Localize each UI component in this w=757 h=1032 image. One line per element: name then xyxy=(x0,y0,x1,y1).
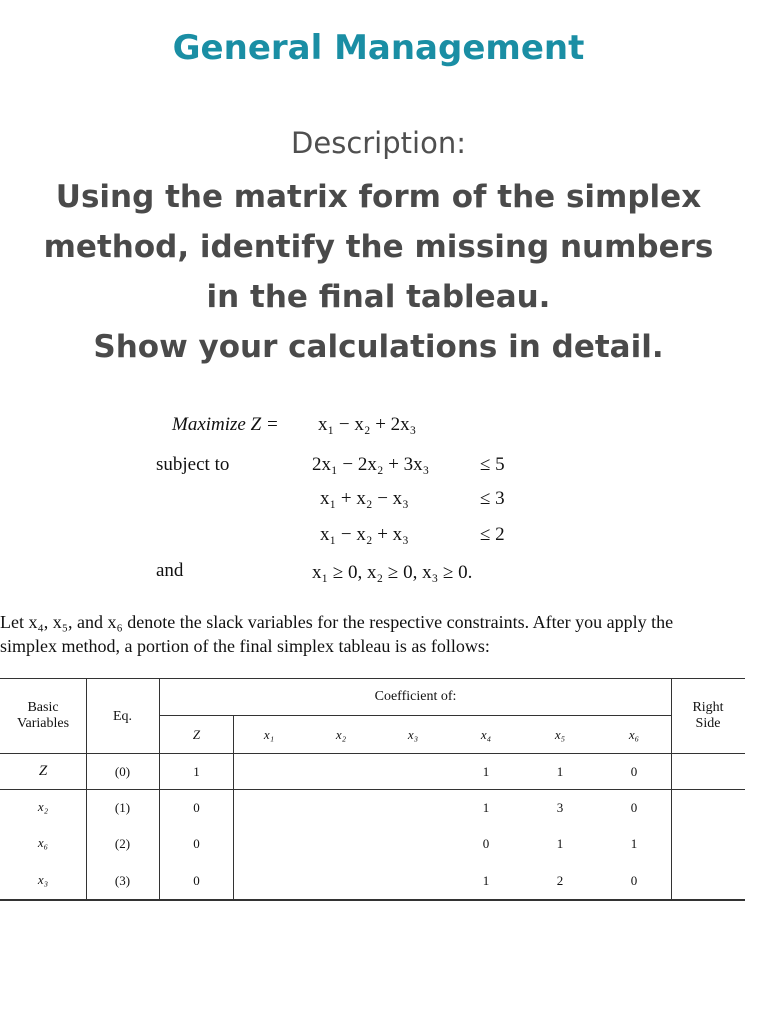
header-line: Right xyxy=(692,700,724,715)
cell-z: 1 xyxy=(193,764,200,779)
basic-variables-header xyxy=(0,700,86,732)
z-row-rule xyxy=(0,789,745,790)
cell-x6: 0 xyxy=(630,800,638,815)
constraint-1-lhs: 2x₁ − 2x₂ + 3x₃ xyxy=(312,454,430,475)
column-header-x6: x₆ xyxy=(628,727,640,742)
nonnegativity-constraints: x₁ ≥ 0, x₂ ≥ 0, x₃ ≥ 0. xyxy=(312,562,473,583)
cell-z: 0 xyxy=(193,800,200,815)
description-line: Show your calculations in detail. xyxy=(93,329,664,365)
cell-x5: 1 xyxy=(556,764,564,779)
header-line: Side xyxy=(695,716,721,731)
simplex-tableau xyxy=(0,678,745,900)
page-title: General Management xyxy=(172,28,585,68)
constraint-3-rhs: ≤ 2 xyxy=(480,524,505,545)
cell-x5: 3 xyxy=(556,800,564,815)
cell-x4: 0 xyxy=(482,836,490,851)
instruction-paragraph xyxy=(0,610,757,658)
cell-x6: 1 xyxy=(630,836,638,851)
cell-eq: (0) xyxy=(114,764,131,779)
cell-z: 0 xyxy=(193,873,200,888)
cell-x4: 1 xyxy=(482,764,490,779)
cell-basic: Z xyxy=(38,763,48,779)
right-side-header xyxy=(671,700,745,732)
cell-basic: x₂ xyxy=(37,799,49,814)
cell-eq: (3) xyxy=(114,873,131,888)
header-bottom-rule xyxy=(0,753,745,754)
eq-header: Eq. xyxy=(112,709,133,724)
constraint-1-rhs: ≤ 5 xyxy=(480,454,505,475)
column-header-x3: x₃ xyxy=(407,727,419,742)
paragraph-line: Let x₄, x₅, and x₆ denote the slack variables for the respective constraints. After you apply the xyxy=(0,612,674,632)
description-line: in the final tableau. xyxy=(206,279,551,315)
and-label: and xyxy=(156,560,184,581)
objective-label: Maximize Z = xyxy=(172,414,279,435)
constraint-3-lhs: x₁ − x₂ + x₃ xyxy=(320,524,409,545)
coefficient-header: Coefficient of: xyxy=(374,689,457,704)
table-top-rule xyxy=(0,678,745,679)
subject-to-label: subject to xyxy=(156,454,230,475)
column-header-x1: x₁ xyxy=(263,727,275,742)
coef-header-rule xyxy=(160,715,671,716)
cell-x6: 0 xyxy=(630,764,638,779)
paragraph-line: simplex method, a portion of the final simplex tableau is as follows: xyxy=(0,636,490,656)
column-header-x2: x₂ xyxy=(335,727,347,742)
cell-eq: (2) xyxy=(114,836,131,851)
header-line: Basic xyxy=(27,700,59,715)
cell-x6: 0 xyxy=(630,873,638,888)
description-text xyxy=(20,172,737,372)
col-divider xyxy=(159,678,160,900)
table-bottom-rule xyxy=(0,899,745,901)
cell-x4: 1 xyxy=(482,800,490,815)
header-line: Variables xyxy=(16,716,70,731)
cell-x5: 2 xyxy=(556,873,564,888)
cell-x4: 1 xyxy=(482,873,490,888)
column-header-x5: x₅ xyxy=(554,727,566,742)
constraint-2-rhs: ≤ 3 xyxy=(480,488,505,509)
description-line: method, identify the missing numbers xyxy=(43,229,714,265)
objective-expression: x₁ − x₂ + 2x₃ xyxy=(318,414,417,435)
cell-x5: 1 xyxy=(556,836,564,851)
cell-eq: (1) xyxy=(114,800,131,815)
description-label: Description: xyxy=(291,126,466,160)
column-header-z: Z xyxy=(192,727,201,742)
cell-basic: x₃ xyxy=(37,872,49,887)
description-line: Using the matrix form of the simplex xyxy=(55,179,702,215)
constraint-2-lhs: x₁ + x₂ − x₃ xyxy=(320,488,409,509)
column-header-x4: x₄ xyxy=(480,727,492,742)
cell-z: 0 xyxy=(193,836,200,851)
cell-basic: x₆ xyxy=(37,835,49,850)
